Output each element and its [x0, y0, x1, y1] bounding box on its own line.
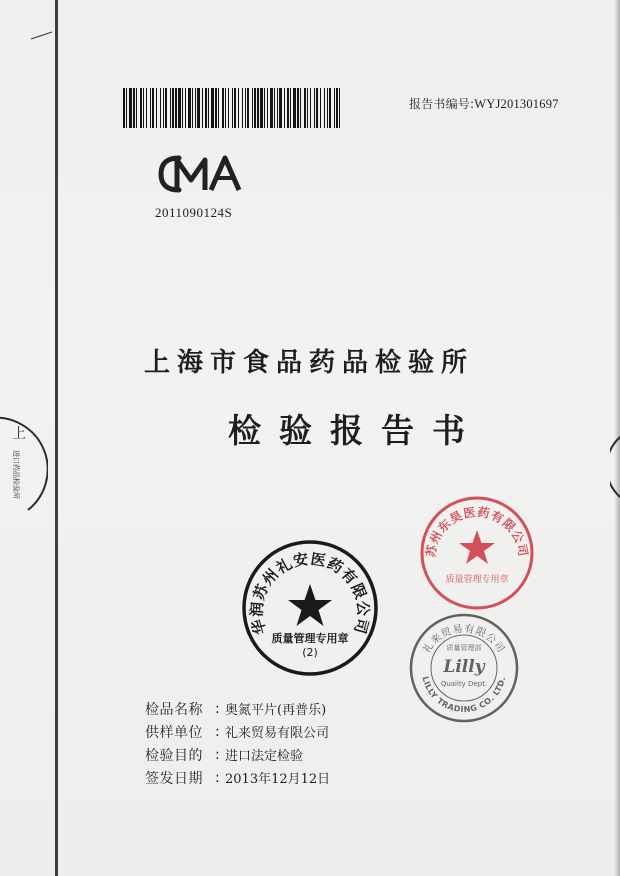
star-icon — [288, 584, 332, 626]
document-title: 检验报告书 — [228, 411, 483, 450]
info-row-issue-date: 签发日期 : 2013年12月12日 — [145, 769, 331, 787]
info-row-product: 检品名称 : 奥氮平片(再普乐) — [145, 700, 327, 718]
left-seal-char: 上 — [12, 426, 26, 442]
cma-logo — [155, 152, 247, 196]
report-number-label: 报告书编号: — [409, 97, 475, 111]
center-stamp-inner-line2: (2) — [302, 646, 318, 659]
star-icon — [459, 530, 495, 564]
report-number-value: WYJ201301697 — [474, 97, 559, 111]
supplier-value: 礼来贸易有限公司 — [225, 726, 330, 741]
issue-date-value: 2013年12月12日 — [225, 772, 331, 787]
center-stamp-ring-text: 华润苏州礼安医药有限公司 — [247, 549, 373, 637]
center-company-stamp — [240, 538, 380, 678]
supplier-label: 供样单位 — [145, 724, 203, 741]
report-info-block — [145, 697, 330, 789]
lilly-trading-stamp — [408, 612, 520, 724]
product-label: 检品名称 — [145, 701, 203, 718]
left-seal-text: 进口药品检验所 — [12, 450, 20, 499]
purpose-value: 进口法定检验 — [225, 749, 304, 764]
institute-name: 上海市食品药品检验所 — [144, 348, 475, 378]
center-stamp-inner-line1: 质量管理专用章 — [271, 632, 349, 645]
barcode-image — [123, 88, 340, 128]
product-value: 奥氮平片(再普乐) — [225, 703, 327, 718]
right-edge-seal — [610, 432, 620, 502]
info-row-supplier: 供样单位 : 礼来贸易有限公司 — [145, 723, 330, 741]
cma-number: 2011090124S — [155, 205, 233, 220]
red-stamp-inner-text: 质量管理专用章 — [445, 575, 509, 585]
purpose-label: 检验目的 — [145, 747, 203, 764]
lilly-stamp-top-text: 质量管理部 — [446, 644, 482, 652]
issue-date-label: 签发日期 — [145, 770, 203, 787]
info-row-purpose: 检验目的 : 进口法定检验 — [145, 746, 304, 764]
red-company-stamp — [418, 494, 536, 612]
lilly-stamp-ring-bottom: LILLY TRADING CO. LTD. — [420, 675, 508, 715]
lilly-stamp-ring-top: 礼来贸易有限公司 — [421, 623, 507, 656]
red-stamp-ring-text: 苏州东昊医药有限公司 — [423, 505, 531, 559]
lilly-logo: Lilly — [443, 657, 485, 677]
lilly-stamp-quality-text: Quality Dept. — [440, 680, 488, 688]
left-edge-seal — [0, 410, 48, 520]
report-number — [409, 95, 559, 112]
binding-line — [55, 0, 58, 876]
pen-mark — [30, 30, 54, 40]
